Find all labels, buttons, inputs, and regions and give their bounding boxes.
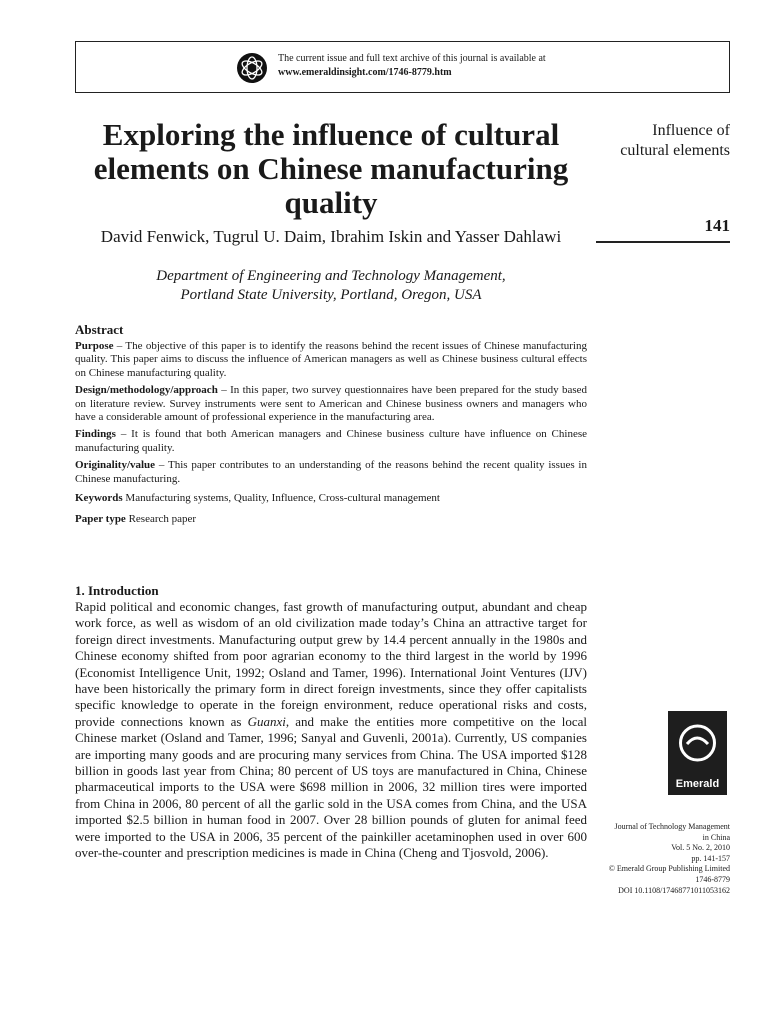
abstract-heading: Abstract	[75, 322, 124, 337]
design-text: – In this paper, two survey questionnaires have been prepared for the study based on literature review. Survey instruments were sent to American and Chinese business owners and managers who have a considerable amount of professional experience in the manufacturing area.	[75, 384, 587, 424]
abstract-purpose	[75, 340, 587, 380]
originality-label: Originality/value	[75, 459, 156, 472]
paper-title: Exploring the influence of cultural elements on Chinese manufacturing quality	[93, 117, 569, 220]
intro-text: Rapid political and economic changes, fast growth of manufacturing output, abundant and cheap work force, as well as wisdom of an old civilization made today’s China an attractive target for foreign direct investments. Manufacturing output grew by 14.4 percent annually in the 1980s and Chinese economy shifted from poor agrarian economy to the third largest in the world by 1996 (Economist Intelligence Unit, 1992; Osland and Tamer, 1996). International Joint Ventures (IJV) have been historically the primary form in direct foreign investments, since they offer capitalists specific knowledge to operate in the foreign environment, reduce operational risks and costs, provide connections known as	[75, 599, 587, 729]
journal-info-line: in China	[702, 832, 730, 842]
design-label: Design/methodology/approach	[75, 384, 218, 397]
abstract-design	[75, 384, 587, 424]
journal-info-line: Journal of Technology Management	[614, 822, 730, 831]
abstract-findings	[75, 428, 587, 455]
emerald-e-icon	[677, 721, 718, 769]
abstract-originality	[75, 459, 587, 486]
purpose-label: Purpose	[75, 340, 114, 352]
journal-url-link[interactable]: www.emeraldinsight.com/1746-8779.htm	[278, 67, 452, 78]
originality-text: – This paper contributes to an understanding of the reasons behind the recent quality issues in Chinese manufacturing.	[75, 459, 587, 485]
journal-info-line: 1746-8779	[695, 874, 730, 884]
banner-line: The current issue and full text archive of this journal is available at	[278, 53, 546, 64]
journal-info-line: © Emerald Group Publishing Limited	[608, 864, 730, 874]
intro-text: , and make the entities more competitive on the local Chinese market (Osland and Tamer, 1996; Sanyal and Guvenli, 2001a). Currently, US companies are importing many goods and are procuring many services from China. The USA imported $128 billion in goods last year from China; 80 percent of US toys are manufactured in China, Chinese pharmaceutical imports to the USA were $698 million in 2006, 32 million tires were imported from China in 2006, 80 percent of all the garlic sold in the USA comes from China, and the USA imported $2.5 billion in human food in 2007. Over 28 billion pounds of gluten for animal feed were imported to the USA in 2006, 35 percent of the painkiller acetaminophen used in over 600 over-the-counter and prescription medicines is made in China (Cheng and Tjosvold, 2006).	[75, 713, 587, 861]
running-head: Influence of cultural elements	[620, 122, 730, 159]
journal-info	[560, 822, 730, 896]
globe-logo-icon	[236, 52, 268, 84]
paper-type-text: Research paper	[125, 513, 197, 526]
keywords-label: Keywords	[75, 492, 123, 505]
authors: David Fenwick, Tugrul U. Daim, Ibrahim Iskin and Yasser Dahlawi	[100, 227, 562, 246]
header-rule	[596, 241, 730, 243]
journal-info-line: Vol. 5 No. 2, 2010	[671, 843, 730, 853]
keywords-text: Manufacturing systems, Quality, Influence, Cross-cultural management	[122, 492, 440, 505]
intro-body	[75, 599, 587, 862]
banner-text	[278, 52, 546, 80]
affiliation	[75, 267, 587, 305]
abstract-body	[75, 340, 587, 531]
archive-banner	[75, 41, 730, 93]
findings-label: Findings	[75, 428, 116, 441]
emerald-logo	[668, 711, 727, 795]
intro-italic-term: Guanxi	[247, 713, 286, 729]
intro-heading: 1. Introduction	[75, 583, 159, 598]
page-number: 141	[704, 216, 730, 235]
paper-type-label: Paper type	[75, 513, 126, 526]
affiliation-line: Department of Engineering and Technology Management,	[156, 268, 506, 284]
emerald-wordmark: Emerald	[675, 778, 720, 790]
abstract-keywords	[75, 492, 587, 505]
journal-info-line: DOI 10.1108/17468771011053162	[618, 885, 730, 895]
journal-info-line: pp. 141-157	[691, 853, 730, 863]
findings-text: – It is found that both American managers and Chinese business culture have influence on Chinese manufacturing quality.	[75, 428, 587, 454]
abstract-paper-type	[75, 513, 587, 526]
purpose-text: – The objective of this paper is to identify the reasons behind the recent issues of Chinese manufacturing quality. This paper aims to discuss the influence of American managers as well as Chinese business cultural effects on Chinese manufacturing quality.	[75, 340, 587, 379]
affiliation-line: Portland State University, Portland, Oregon, USA	[180, 287, 482, 303]
